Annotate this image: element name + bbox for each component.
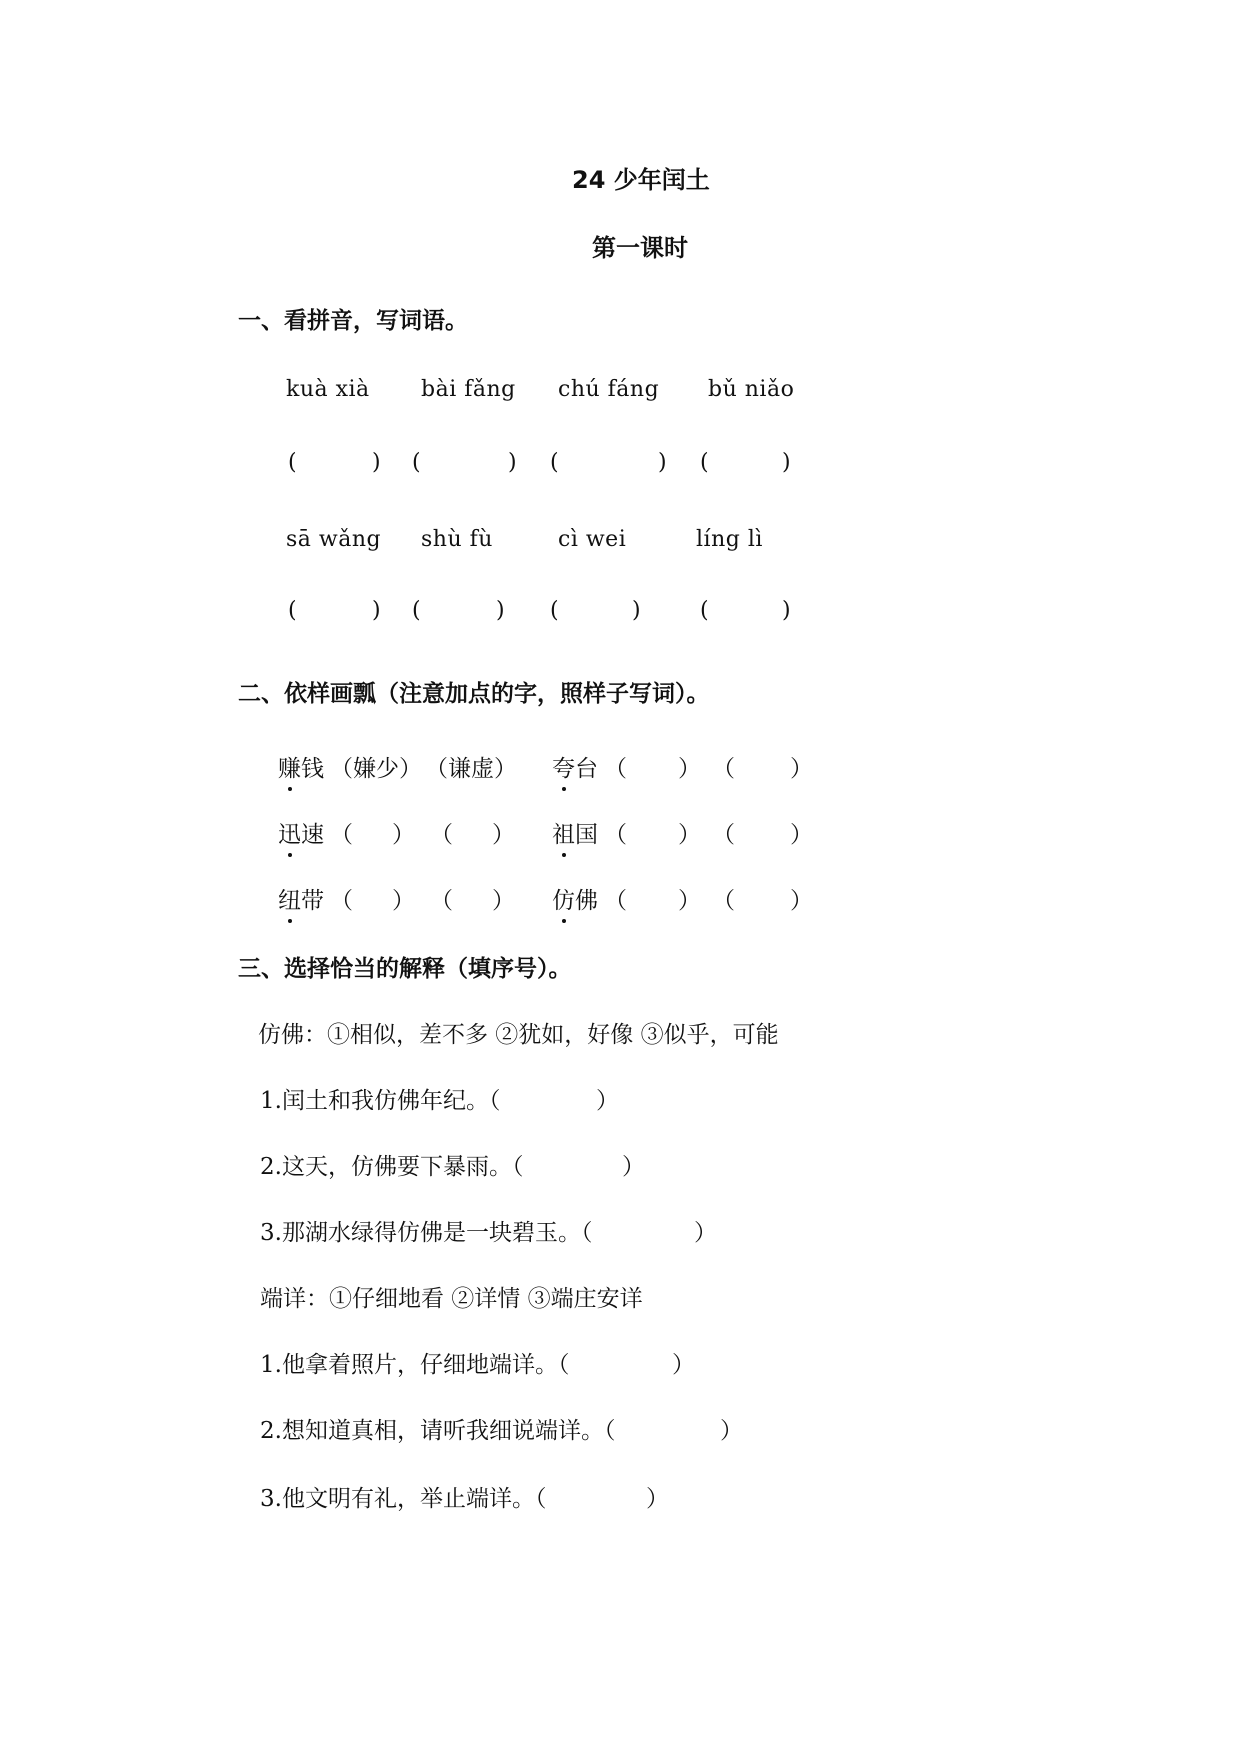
blank-close: ）	[646, 1486, 669, 1512]
blank-open: （	[604, 756, 627, 782]
blank-open: (	[550, 450, 559, 475]
blank-close: ）	[790, 756, 813, 782]
blank-close: )	[372, 598, 381, 623]
dotted-char: 夸	[552, 750, 575, 783]
blank-close: ）	[596, 1088, 619, 1114]
blank-close: ）	[392, 888, 415, 914]
definition-duanxiang: 端详：①仔细地看 ②详情 ③端庄安详	[260, 1286, 643, 1312]
word-rest: 钱	[301, 756, 324, 782]
question-sentence: 1.他拿着照片，仔细地端详。（	[260, 1352, 570, 1378]
blank-close: ）	[678, 888, 701, 914]
blank-close: )	[508, 450, 517, 475]
blank-close: ）	[790, 888, 813, 914]
definition-fangfu: 仿佛：①相似，差不多 ②犹如，好像 ③似乎，可能	[258, 1022, 779, 1048]
blank-close: ）	[720, 1418, 743, 1444]
page-title: 24 少年闰土	[572, 166, 710, 194]
blank-close: ）	[678, 756, 701, 782]
blank-open: (	[550, 598, 559, 623]
dotted-char: 仿	[552, 882, 575, 915]
section3-heading: 三、选择恰当的解释（填序号）。	[238, 956, 572, 982]
word-item	[552, 816, 598, 849]
blank-close: ）	[790, 822, 813, 848]
word-rest: 国	[575, 822, 598, 848]
blank-open: (	[700, 450, 709, 475]
dotted-char: 赚	[278, 750, 301, 783]
word-example	[278, 750, 324, 783]
pinyin-item: bǔ niǎo	[708, 377, 795, 402]
blank-close: ）	[694, 1220, 717, 1246]
blank-open: （	[430, 822, 453, 848]
pinyin-item: líng lì	[696, 527, 763, 552]
pinyin-item: sā wǎng	[286, 527, 382, 552]
blank-open: （	[330, 888, 353, 914]
word-rest: 台	[575, 756, 598, 782]
question-sentence: 3.那湖水绿得仿佛是一块碧玉。（	[260, 1220, 593, 1246]
question-sentence: 1.闰土和我仿佛年纪。（	[260, 1088, 501, 1114]
blank-open: （	[712, 822, 735, 848]
blank-close: ）	[622, 1154, 645, 1180]
dotted-char: 祖	[552, 816, 575, 849]
blank-open: (	[288, 598, 297, 623]
pinyin-item: kuà xià	[286, 377, 370, 402]
blank-close: )	[782, 598, 791, 623]
word-rest: 速	[301, 822, 324, 848]
word-item	[278, 882, 324, 915]
section1-heading: 一、看拼音，写词语。	[238, 308, 468, 334]
example-answer: （谦虚）	[425, 756, 517, 782]
blank-open: (	[412, 598, 421, 623]
pinyin-item: chú fáng	[558, 377, 660, 402]
section2-heading: 二、依样画瓢（注意加点的字，照样子写词）。	[238, 681, 710, 707]
blank-open: (	[700, 598, 709, 623]
blank-close: )	[496, 598, 505, 623]
blank-open: （	[712, 888, 735, 914]
pinyin-item: bài fǎng	[421, 377, 516, 402]
blank-open: （	[430, 888, 453, 914]
question-sentence: 2.想知道真相，请听我细说端详。（	[260, 1418, 616, 1444]
blank-close: )	[372, 450, 381, 475]
blank-open: （	[330, 822, 353, 848]
blank-close: )	[782, 450, 791, 475]
pinyin-item: cì wei	[558, 527, 627, 552]
blank-close: ）	[492, 888, 515, 914]
question-sentence: 2.这天，仿佛要下暴雨。（	[260, 1154, 524, 1180]
blank-open: （	[712, 756, 735, 782]
blank-close: ）	[678, 822, 701, 848]
dotted-char: 迅	[278, 816, 301, 849]
blank-open: (	[288, 450, 297, 475]
word-item	[552, 750, 598, 783]
word-rest: 佛	[575, 888, 598, 914]
blank-close: ）	[672, 1352, 695, 1378]
blank-close: ）	[492, 822, 515, 848]
pinyin-item: shù fù	[421, 527, 493, 552]
dotted-char: 纽	[278, 882, 301, 915]
blank-open: (	[412, 450, 421, 475]
blank-open: （	[604, 822, 627, 848]
blank-close: )	[658, 450, 667, 475]
word-item	[552, 882, 598, 915]
blank-close: ）	[392, 822, 415, 848]
word-item	[278, 816, 324, 849]
blank-open: （	[604, 888, 627, 914]
question-sentence: 3.他文明有礼，举止端详。（	[260, 1486, 547, 1512]
word-rest: 带	[301, 888, 324, 914]
lesson-subtitle: 第一课时	[592, 234, 688, 262]
blank-close: )	[632, 598, 641, 623]
example-answer: （嫌少）	[330, 756, 422, 782]
